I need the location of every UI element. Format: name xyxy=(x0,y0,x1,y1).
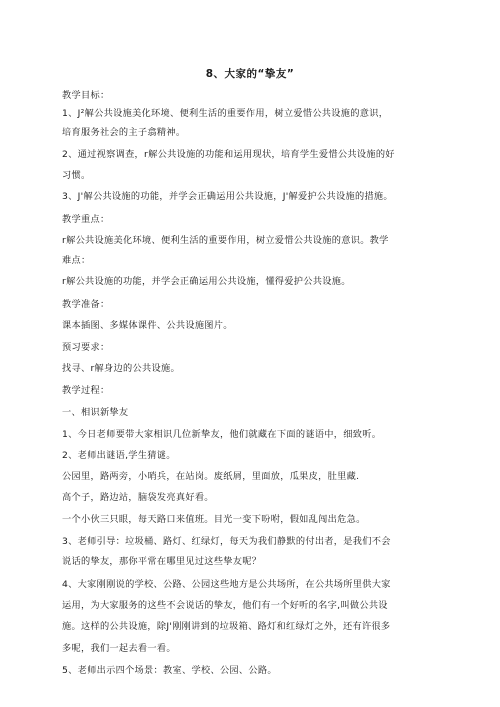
text-line: 公园里，路两旁，小哨兵，在站岗。废纸屑，里面放，瓜果皮，肚里藏. xyxy=(62,471,360,482)
text-line: 教学过程： xyxy=(62,385,110,396)
text-line: 说话的挚友，那你平常在哪里见过这些挚友呢？ xyxy=(62,556,262,567)
text-line: 多呢，我们一起去看一看。 xyxy=(62,643,176,654)
text-line: 一个小伙三只眼，每天路口来值班。目光一变下吩咐，假如乱闯出危急。 xyxy=(62,514,366,525)
text-line: 课本插图、多媒体课件、公共设施图片。 xyxy=(62,320,233,331)
text-line: 培育服务社会的主子翕精神。 xyxy=(62,127,186,138)
text-line: 施。这样的公共设施，除J'刚刚讲到的垃圾箱、路灯和红绿灯之外，还有许很多 xyxy=(62,621,391,632)
text-line: 难点： xyxy=(62,255,91,266)
text-line: r解公共设施美化环境、便利生活的重要作用，树立爱惜公共设施的意识。教学 xyxy=(62,235,389,246)
text-line: 教学准备： xyxy=(62,299,110,310)
text-line: r解公共设施的功能，并学会正确运用公共设施，懂得爱护公共设施。 xyxy=(62,276,351,287)
text-line: 3、J'解公共设施的功能，并学会正确运用公共设施，J'解爱护公共设施的措施。 xyxy=(62,191,393,202)
text-line: 教学重点： xyxy=(62,214,110,225)
text-line: 预习要求： xyxy=(62,342,110,353)
text-line: 高个子，路边站，脑袋发亮真好看。 xyxy=(62,492,214,503)
text-line: 2、通过视察调查，r解公共设施的功能和运用现状，培育学生爱惜公共设施的好 xyxy=(62,149,395,160)
text-line: 2、老师出谜语,学生猜谜。 xyxy=(62,450,176,461)
text-line: 5、老师出示四个场景：教室、学校、公园、公路。 xyxy=(62,665,277,676)
text-line: 运用，为大家服务的这些不会说话的挚友，他们有一个好听的名字,叫做公共设 xyxy=(62,600,388,611)
text-line: 1、今日老师要带大家相识几位新挚友，他们就藏在下面的谜语中，细致听。 xyxy=(62,429,382,440)
text-line: 1、J²解公共设施美化环境、便利生活的重要作用，树立爱惜公共设施的意识， xyxy=(62,108,389,119)
document-title: 8、大家的“挚友” xyxy=(205,68,295,80)
text-line: 3、老师引导：垃圾桶、路灯、红绿灯，每天为我们静默的付出者，是我们不会 xyxy=(62,536,391,547)
text-line: 习惯。 xyxy=(62,170,91,181)
text-line: 找寻、r解身边的公共设施。 xyxy=(62,363,180,374)
text-line: 一、相识新挚友 xyxy=(62,407,129,418)
text-line: 教学目标： xyxy=(62,90,110,101)
text-line: 4、大家刚刚说的学校、公路、公园这些地方是公共场所，在公共场所里供大家 xyxy=(62,579,391,590)
